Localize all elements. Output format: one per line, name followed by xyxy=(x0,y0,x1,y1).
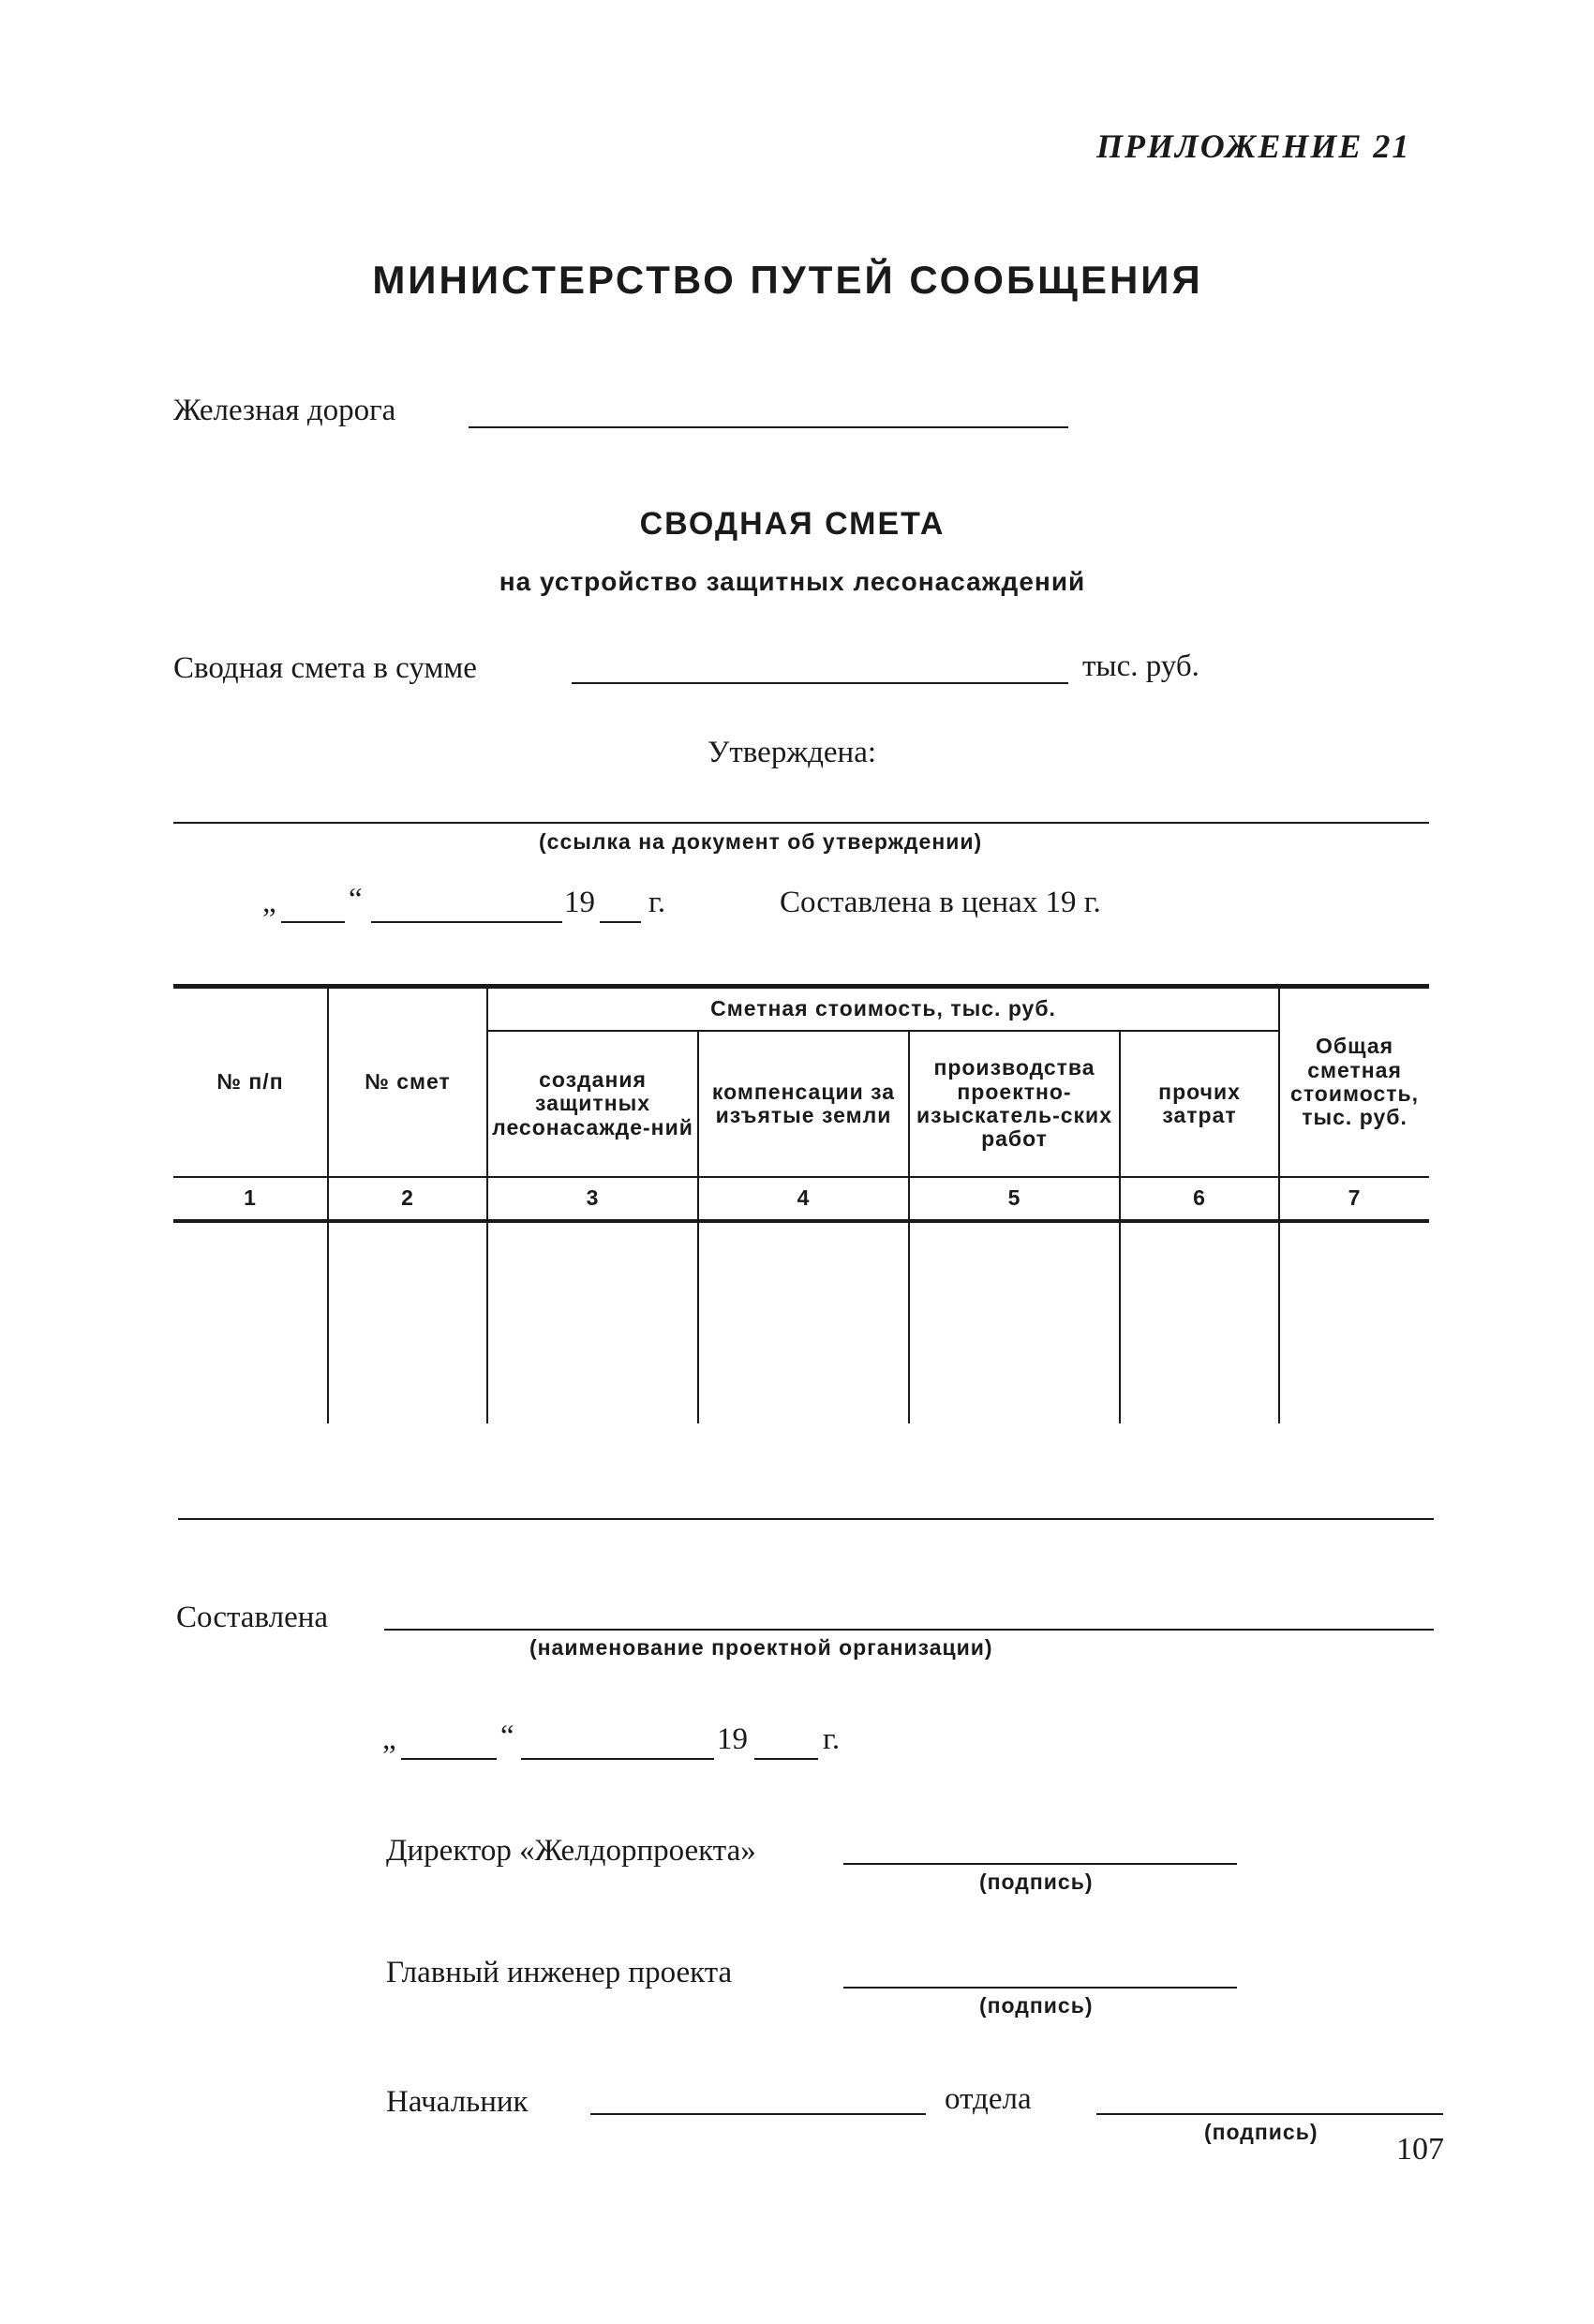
col-header-other: прочих затрат xyxy=(1120,1031,1279,1177)
compiled-org-field[interactable] xyxy=(384,1629,1434,1631)
compiled-caption: (наименование проектной организации) xyxy=(529,1635,993,1660)
compiled-month-field[interactable] xyxy=(521,1758,714,1760)
approval-day-field[interactable] xyxy=(281,921,345,923)
estimate-title: СВОДНАЯ СМЕТА xyxy=(639,506,946,542)
approval-date-suffix: г. xyxy=(648,886,666,919)
compiled-day-field[interactable] xyxy=(401,1758,497,1760)
compiled-year-prefix: 19 xyxy=(717,1722,748,1756)
column-number: 2 xyxy=(328,1177,487,1221)
director-label: Директор «Желдорпроекта» xyxy=(386,1834,756,1868)
sum-unit: тыс. руб. xyxy=(1082,649,1199,683)
col-header-estimates: № смет xyxy=(328,987,487,1178)
column-number: 7 xyxy=(1279,1177,1429,1221)
head-label: Начальник xyxy=(386,2085,529,2119)
column-number: 4 xyxy=(698,1177,909,1221)
approval-date-close-quote: “ xyxy=(349,883,363,916)
ministry-heading: МИНИСТЕРСТВО ПУТЕЙ СООБЩЕНИЯ xyxy=(372,258,1203,302)
prices-label: Составлена в ценах 19 г. xyxy=(780,886,1101,919)
col-header-group: Сметная стоимость, тыс. руб. xyxy=(487,987,1279,1032)
approval-caption: (ссылка на документ об утверждении) xyxy=(539,829,983,854)
head-signature-caption: (подпись) xyxy=(1204,2120,1318,2144)
col-header-creation: создания защитных лесонасажде-ний xyxy=(487,1031,698,1177)
column-number: 6 xyxy=(1120,1177,1279,1221)
approval-year-field[interactable] xyxy=(600,921,641,923)
approved-label: Утверждена: xyxy=(708,736,877,769)
department-label: отдела xyxy=(945,2082,1032,2116)
page-number: 107 xyxy=(1396,2132,1444,2167)
col-header-total: Общая сметная стоимость, тыс. руб. xyxy=(1279,987,1429,1178)
director-signature-field[interactable] xyxy=(843,1863,1237,1865)
railway-field[interactable] xyxy=(469,426,1068,428)
head-signature-field[interactable] xyxy=(1096,2113,1443,2115)
table-cell[interactable] xyxy=(698,1221,909,1423)
table-cell[interactable] xyxy=(328,1221,487,1423)
compiled-date-open-quote: „ xyxy=(382,1722,396,1756)
table-cell[interactable] xyxy=(1279,1221,1429,1423)
director-signature-caption: (подпись) xyxy=(979,1870,1094,1894)
compiled-date-suffix: г. xyxy=(823,1722,841,1756)
table-cell[interactable] xyxy=(487,1221,698,1423)
column-number-row xyxy=(173,1177,1429,1221)
column-number: 5 xyxy=(909,1177,1120,1221)
sum-label: Сводная смета в сумме xyxy=(173,651,477,685)
railway-label: Железная дорога xyxy=(173,394,396,427)
col-header-num: № п/п xyxy=(173,987,328,1178)
col-header-survey: производства проектно-изыскатель-ских работ xyxy=(909,1031,1120,1177)
estimate-subtitle: на устройство защитных лесонасаждений xyxy=(499,567,1086,596)
approval-date-open-quote: „ xyxy=(262,886,276,919)
table-header-row xyxy=(173,987,1429,1032)
table-cell[interactable] xyxy=(909,1221,1120,1423)
estimate-table xyxy=(173,984,1429,1423)
chief-engineer-label: Главный инженер проекта xyxy=(386,1956,733,1989)
chief-engineer-signature-caption: (подпись) xyxy=(979,1993,1094,2018)
compiled-label: Составлена xyxy=(176,1601,329,1634)
chief-engineer-signature-field[interactable] xyxy=(843,1987,1237,1989)
approval-year-prefix: 19 xyxy=(564,886,595,919)
approval-month-field[interactable] xyxy=(371,921,562,923)
table-cell[interactable] xyxy=(1120,1221,1279,1423)
sum-field[interactable] xyxy=(572,682,1068,684)
column-number: 3 xyxy=(487,1177,698,1221)
col-header-compensation: компенсации за изъятые земли xyxy=(698,1031,909,1177)
compiled-year-field[interactable] xyxy=(754,1758,818,1760)
compiled-date-close-quote: “ xyxy=(500,1720,514,1753)
department-name-field[interactable] xyxy=(590,2113,926,2115)
approval-field[interactable] xyxy=(173,822,1429,824)
column-number: 1 xyxy=(173,1177,328,1221)
table-body-row xyxy=(173,1221,1429,1423)
appendix-label: ПРИЛОЖЕНИЕ 21 xyxy=(1096,127,1411,165)
table-cell[interactable] xyxy=(173,1221,328,1423)
table-total-line xyxy=(178,1518,1434,1520)
